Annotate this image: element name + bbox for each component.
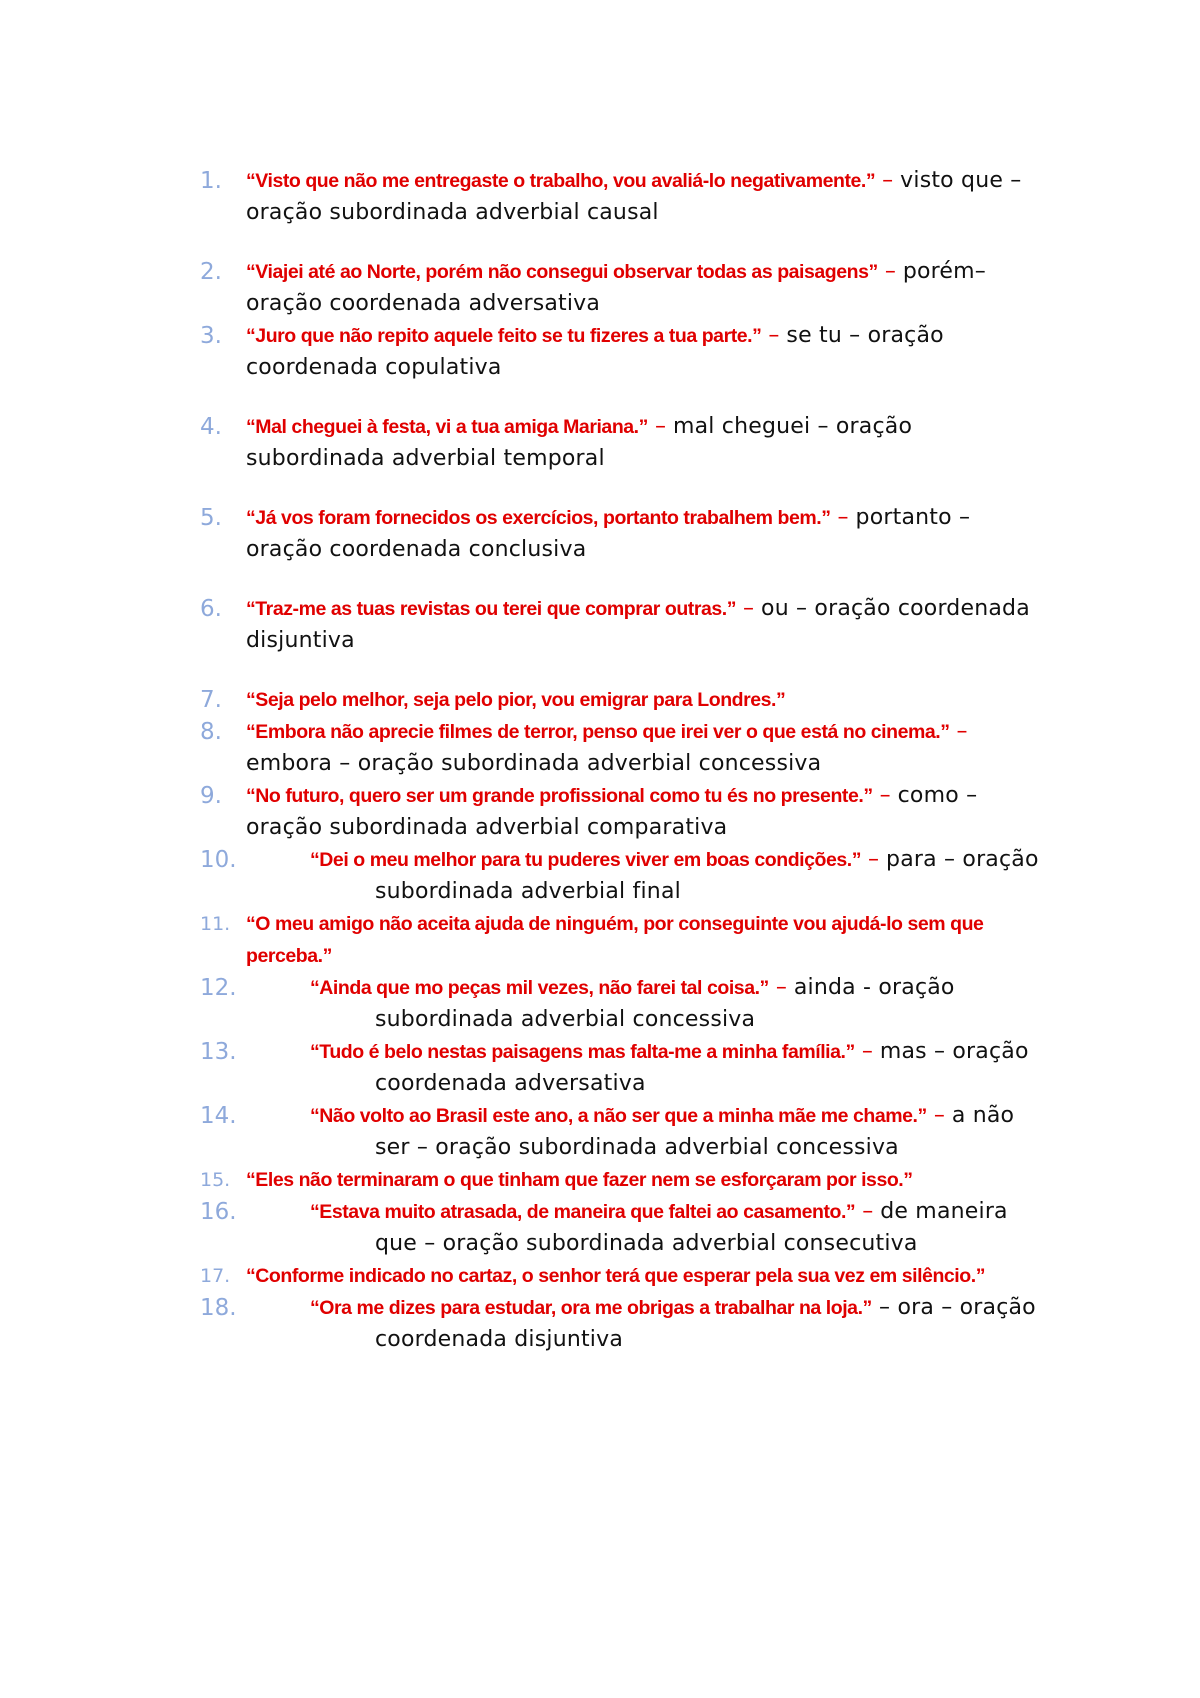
item-quote: “Ainda que mo peças mil vezes, não farei tal coisa.”: [310, 977, 769, 999]
item-number: 1.: [200, 168, 222, 194]
list-item: [200, 1037, 1040, 1101]
item-number: 7.: [200, 687, 222, 713]
item-answer: ora – oração coordenada disjuntiva: [375, 1295, 1036, 1352]
item-quote: “Dei o meu melhor para tu puderes viver em boas condições.”: [310, 849, 862, 871]
item-dash: –: [855, 1199, 881, 1224]
list-item: [200, 1165, 1040, 1197]
item-answer: ainda - oração subordinada adverbial concessiva: [375, 975, 955, 1032]
item-text: [310, 1197, 1040, 1261]
list-item: [200, 257, 1040, 321]
item-quote: “Já vos foram fornecidos os exercícios, portanto trabalhem bem.”: [246, 507, 831, 529]
item-dash: –: [647, 414, 673, 439]
item-dash: –: [872, 783, 898, 808]
item-text: [246, 909, 1040, 973]
item-quote: “Eles não terminaram o que tinham que fazer nem se esforçaram por isso.”: [246, 1169, 913, 1191]
item-quote: “Viajei até ao Norte, porém não consegui observar todas as paisagens”: [246, 261, 878, 283]
item-answer: como – oração subordinada adverbial comparativa: [246, 783, 978, 840]
item-dash: –: [736, 596, 762, 621]
item-number: 15.: [200, 1169, 231, 1191]
item-text: [246, 1261, 1040, 1293]
item-answer: a não ser – oração subordinada adverbial concessiva: [375, 1103, 1015, 1160]
item-answer: portanto – oração coordenada conclusiva: [246, 505, 971, 562]
item-text: [246, 166, 1040, 230]
item-quote: “Embora não aprecie filmes de terror, penso que irei ver o que está no cinema.”: [246, 721, 950, 743]
item-quote: “Mal cheguei à festa, vi a tua amiga Mariana.”: [246, 416, 648, 438]
item-quote: “Tudo é belo nestas paisagens mas falta-me a minha família.”: [310, 1041, 855, 1063]
item-dash: –: [761, 323, 787, 348]
item-quote: “Seja pelo melhor, seja pelo pior, vou emigrar para Londres.”: [246, 689, 786, 711]
item-quote: “Ora me dizes para estudar, ora me obrigas a trabalhar na loja.”: [310, 1297, 872, 1319]
item-number: 13.: [200, 1039, 237, 1065]
item-dash: –: [854, 1039, 880, 1064]
item-number: 11.: [200, 913, 231, 935]
item-dash: –: [926, 1103, 952, 1128]
exercise-list: [200, 166, 1040, 1357]
item-text: [310, 845, 1040, 909]
item-number: 8.: [200, 719, 222, 745]
item-text: [310, 1101, 1040, 1165]
list-item: [200, 781, 1040, 845]
list-item: [200, 973, 1040, 1037]
list-item: [200, 503, 1040, 567]
item-dash: –: [875, 168, 901, 193]
item-quote: “No futuro, quero ser um grande profissional como tu és no presente.”: [246, 785, 873, 807]
item-answer: de maneira que – oração subordinada adverbial consecutiva: [375, 1199, 1008, 1256]
item-dash: –: [768, 975, 794, 1000]
item-answer: para – oração subordinada adverbial final: [375, 847, 1039, 904]
list-item: [200, 594, 1040, 658]
item-text: [246, 503, 1040, 567]
item-number: 17.: [200, 1265, 231, 1287]
item-answer: porém– oração coordenada adversativa: [246, 259, 986, 316]
item-text: [246, 412, 1040, 476]
list-item: [200, 845, 1040, 909]
item-text: [246, 717, 1040, 781]
item-quote: “O meu amigo não aceita ajuda de ninguém, por conseguinte vou ajudá-lo sem que perceba.”: [246, 913, 984, 967]
item-dash: –: [861, 847, 887, 872]
item-number: 6.: [200, 596, 222, 622]
list-item: [200, 321, 1040, 385]
item-dash: –: [877, 259, 903, 284]
item-answer: mal cheguei – oração subordinada adverbial temporal: [246, 414, 913, 471]
item-text: [310, 1037, 1040, 1101]
item-number: 4.: [200, 414, 222, 440]
list-item: [200, 1261, 1040, 1293]
item-text: [246, 321, 1040, 385]
item-text: [246, 1165, 1040, 1197]
item-number: 16.: [200, 1199, 237, 1225]
item-text: [246, 594, 1040, 658]
item-number: 10.: [200, 847, 237, 873]
item-quote: “Traz-me as tuas revistas ou terei que comprar outras.”: [246, 598, 737, 620]
item-quote: “Não volto ao Brasil este ano, a não ser que a minha mãe me chame.”: [310, 1105, 927, 1127]
list-item: [200, 412, 1040, 476]
item-number: 3.: [200, 323, 222, 349]
item-answer: embora – oração subordinada adverbial concessiva: [246, 751, 822, 776]
item-number: 5.: [200, 505, 222, 531]
list-item: [200, 909, 1040, 973]
item-number: 9.: [200, 783, 222, 809]
item-number: 2.: [200, 259, 222, 285]
item-answer: ou – oração coordenada disjuntiva: [246, 596, 1030, 653]
list-item: [200, 717, 1040, 781]
item-text: [246, 781, 1040, 845]
item-answer: –: [871, 1295, 898, 1320]
list-item: [200, 166, 1040, 230]
list-item: [200, 1293, 1040, 1357]
item-text: [246, 257, 1040, 321]
list-item: [200, 1101, 1040, 1165]
item-number: 14.: [200, 1103, 237, 1129]
item-answer: se tu – oração coordenada copulativa: [246, 323, 944, 380]
item-text: [310, 1293, 1040, 1357]
item-text: [246, 685, 1040, 717]
item-quote: “Estava muito atrasada, de maneira que faltei ao casamento.”: [310, 1201, 856, 1223]
item-answer: mas – oração coordenada adversativa: [375, 1039, 1029, 1096]
item-answer: visto que – oração subordinada adverbial causal: [246, 168, 1022, 225]
item-quote: “Visto que não me entregaste o trabalho, vou avaliá-lo negativamente.”: [246, 170, 876, 192]
item-dash: –: [949, 719, 968, 744]
item-number: 12.: [200, 975, 237, 1001]
item-dash: –: [830, 505, 856, 530]
list-item: [200, 685, 1040, 717]
item-quote: “Conforme indicado no cartaz, o senhor terá que esperar pela sua vez em silêncio.”: [246, 1265, 985, 1287]
item-number: 18.: [200, 1295, 237, 1321]
item-text: [310, 973, 1040, 1037]
item-quote: “Juro que não repito aquele feito se tu fizeres a tua parte.”: [246, 325, 762, 347]
list-item: [200, 1197, 1040, 1261]
